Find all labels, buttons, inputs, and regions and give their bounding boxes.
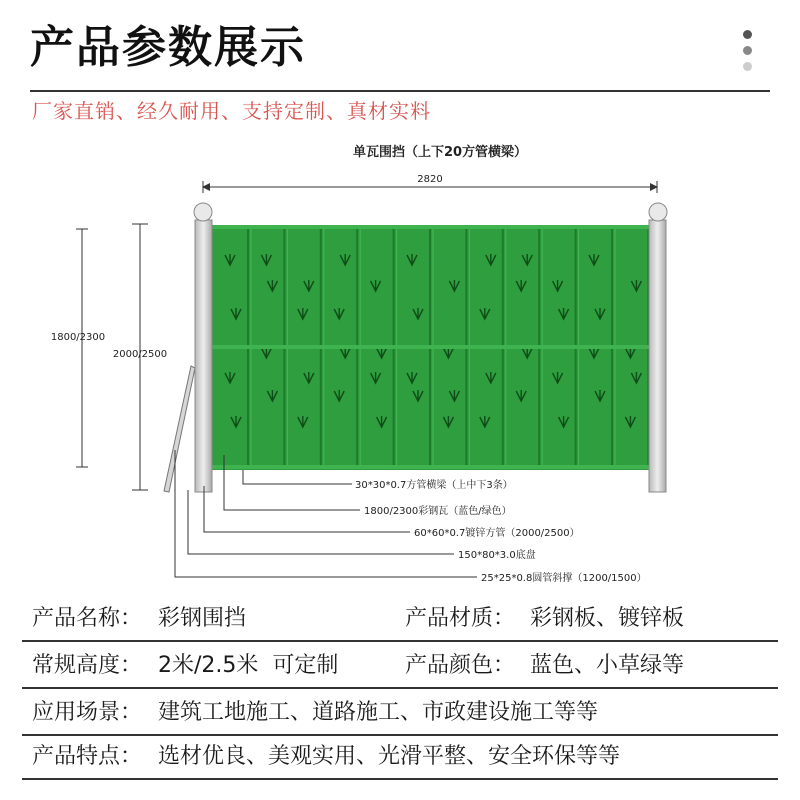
spec-right-label: 产品颜色： [405, 653, 516, 678]
callout-base: 150*80*3.0底盘 [458, 550, 536, 561]
spec-left-label: 产品特点： [32, 744, 143, 769]
spec-right-value: 蓝色、小草绿等 [530, 653, 685, 678]
spec-row [22, 645, 778, 689]
leader-crossbeam [243, 470, 352, 484]
crossbeam-middle [212, 345, 649, 349]
callout-panel: 1800/2300彩钢瓦（蓝色/绿色） [364, 506, 512, 517]
spec-row [22, 736, 778, 780]
spec-left-value: 选材优良、美观实用、光滑平整、安全环保等等 [158, 744, 621, 769]
callout-post: 60*60*0.7镀锌方管（2000/2500） [414, 528, 580, 539]
spec-right-value: 彩钢板、镀锌板 [530, 606, 685, 631]
spec-row [22, 692, 778, 736]
post-right [649, 220, 666, 492]
callout-brace: 25*25*0.8圆管斜撑（1200/1500） [481, 573, 647, 584]
spec-right-label: 产品材质： [405, 606, 516, 631]
post-cap-right [649, 203, 667, 221]
height-outer-label: 2000/2500 [112, 349, 168, 360]
post-cap-left [194, 203, 212, 221]
diagonal-brace [164, 366, 195, 492]
post-left [195, 220, 212, 492]
spec-left-value: 建筑工地施工、道路施工、市政建设施工等等 [158, 700, 599, 725]
leader-base [188, 490, 454, 554]
spec-left-label: 常规高度： [32, 653, 143, 678]
spec-left-label: 应用场景： [32, 700, 143, 725]
crossbeam-top [212, 225, 649, 229]
callout-crossbeam: 30*30*0.7方管横梁（上中下3条） [355, 480, 513, 491]
crossbeam-bottom [212, 465, 649, 469]
width-label: 2820 [417, 174, 443, 185]
height-inner-label: 1800/2300 [50, 332, 106, 343]
page-title: 产品参数展示 [30, 22, 306, 73]
spec-left-value: 2米/2.5米 可定制 [158, 653, 339, 678]
spec-left-value: 彩钢围挡 [158, 606, 247, 631]
spec-row [22, 598, 778, 642]
slogan: 厂家直销、经久耐用、支持定制、真材实料 [32, 99, 431, 123]
diagram-title: 单瓦围挡（上下20方管横梁） [352, 145, 528, 160]
spec-left-label: 产品名称： [32, 606, 143, 631]
